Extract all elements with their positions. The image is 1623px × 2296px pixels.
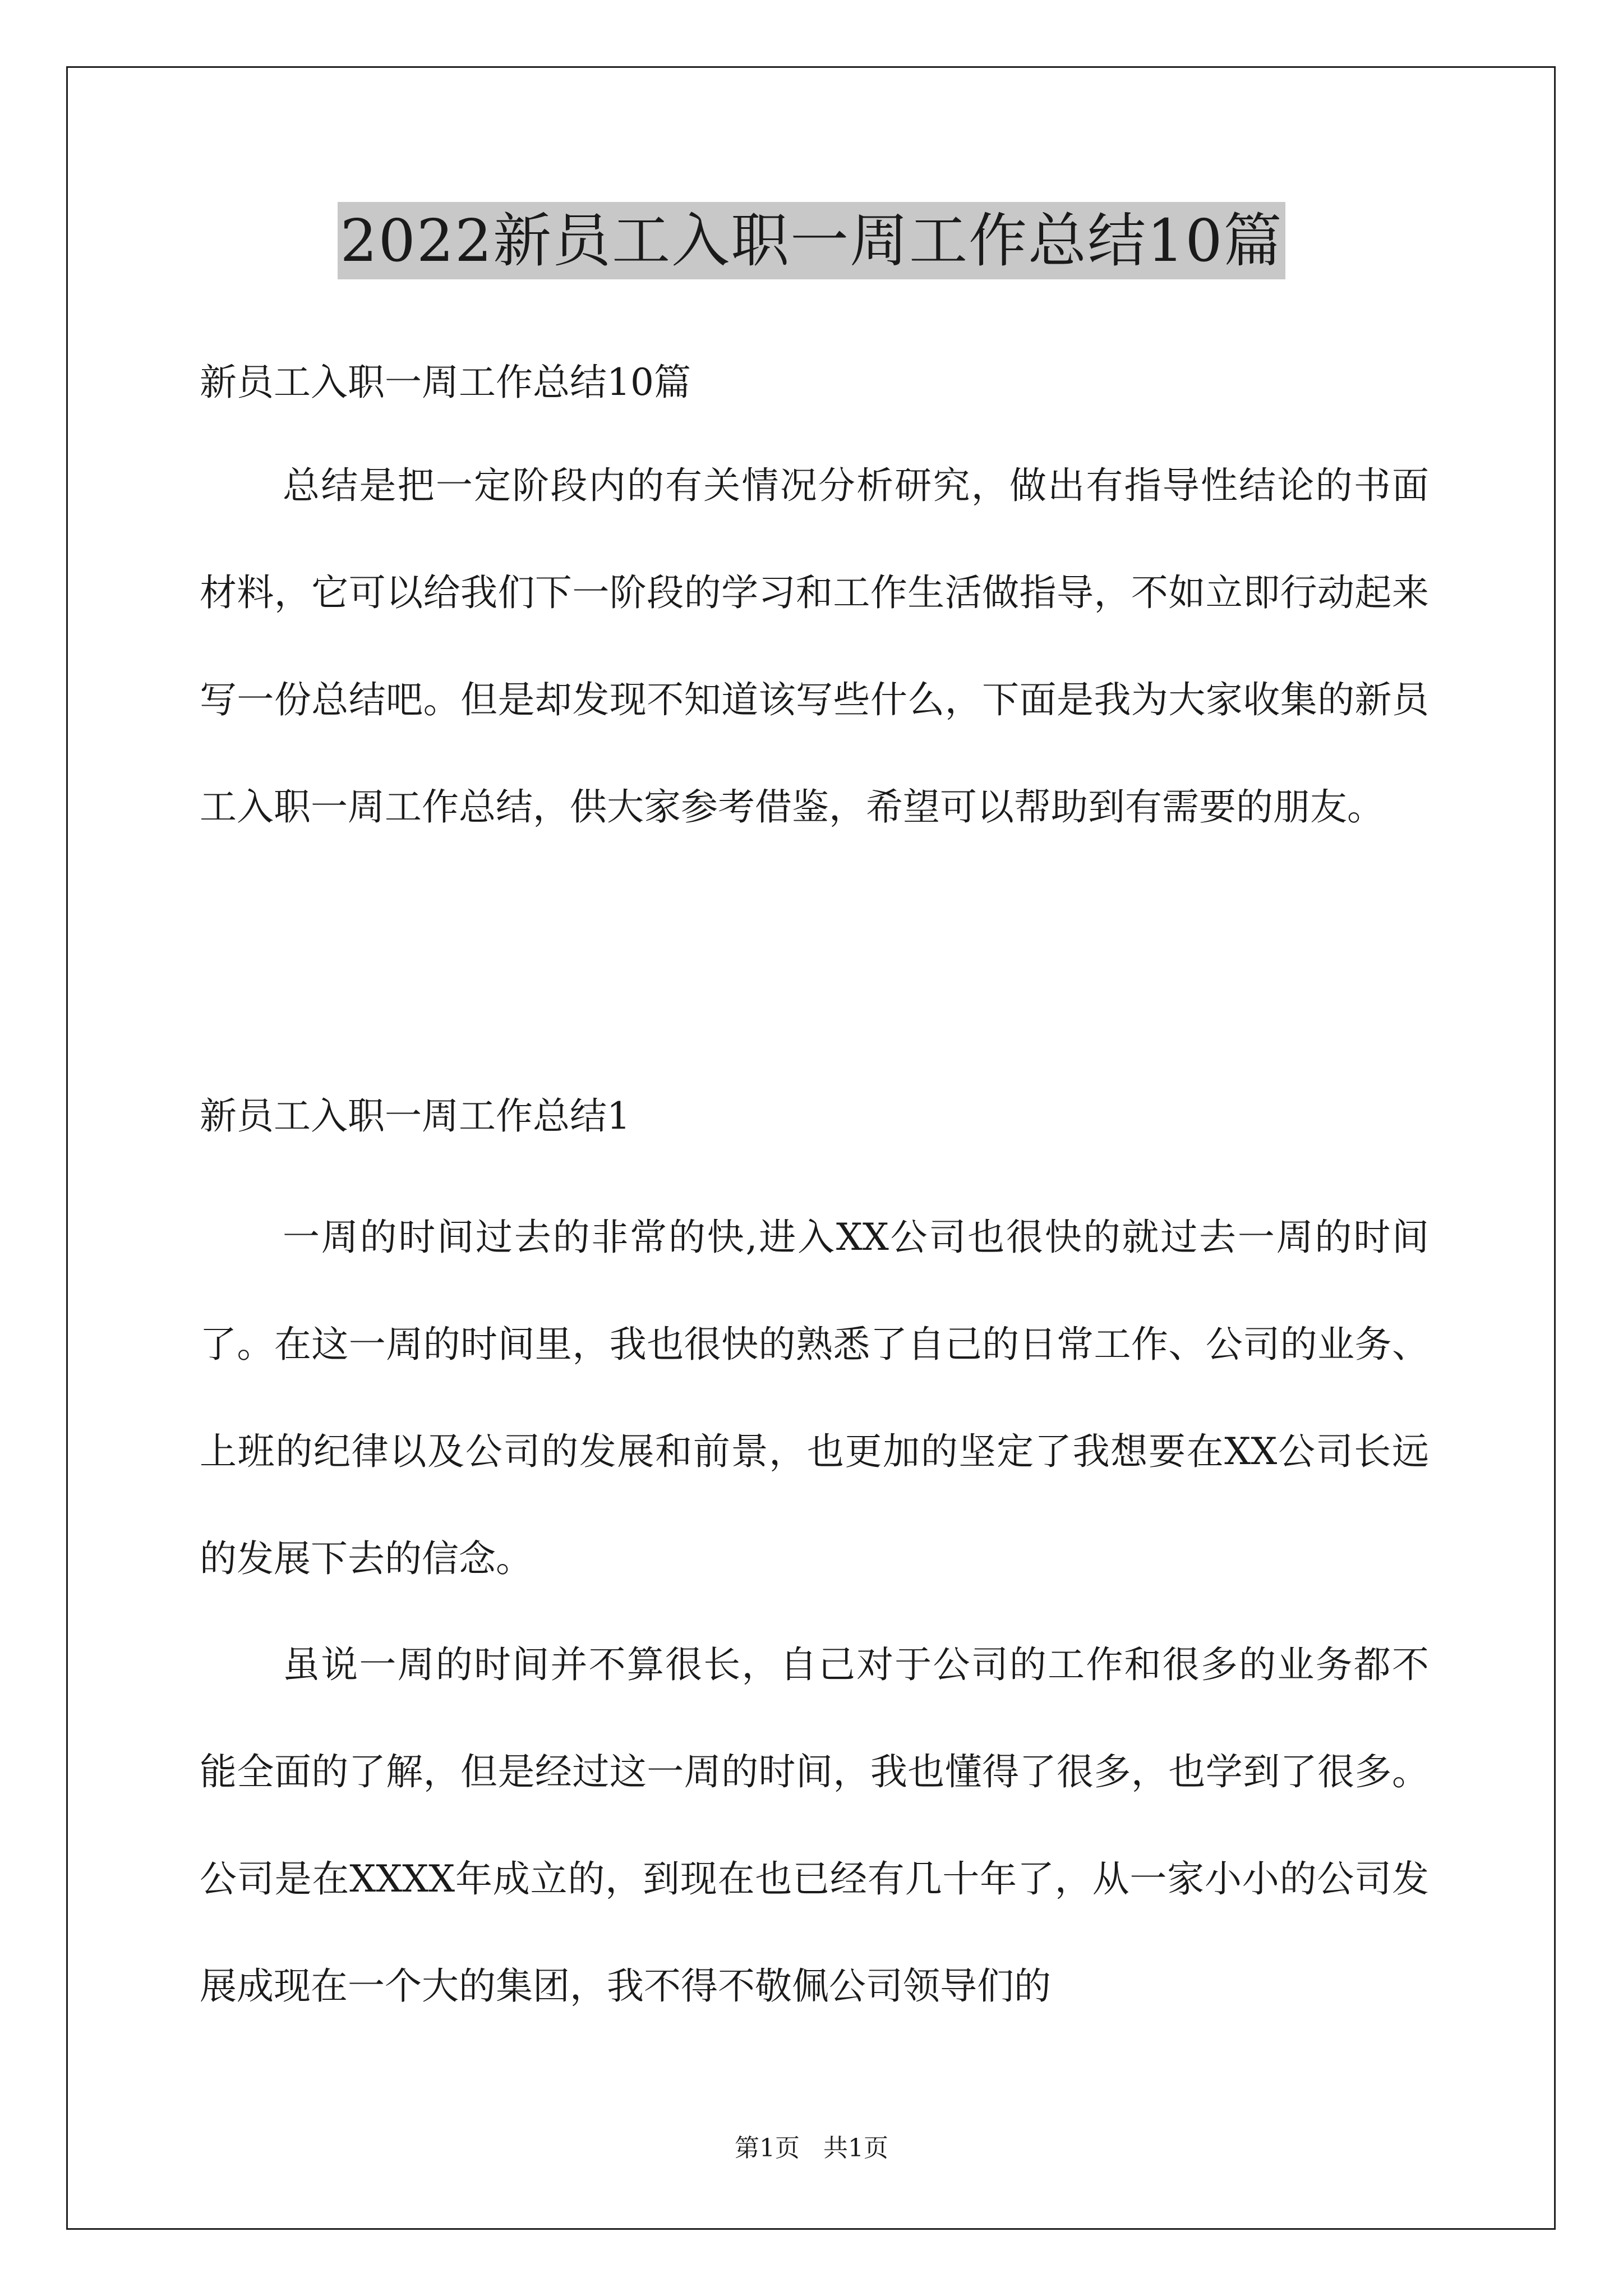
title-container bbox=[0, 202, 1623, 279]
document-title: 2022新员工入职一周工作总结10篇 bbox=[338, 202, 1285, 279]
section-heading: 新员工入职一周工作总结1 bbox=[200, 1094, 630, 1138]
section-paragraph-1: 一周的时间过去的非常的快,进入XX公司也很快的就过去一周的时间了。在这一周的时间里，我也很快的熟悉了自己的日常工作、公司的业务、上班的纪律以及公司的发展和前景，也更加的坚定了我想要在XX公司长远的发展下去的信念。 bbox=[200, 1216, 1429, 1580]
intro-paragraph: 总结是把一定阶段内的有关情况分析研究，做出有指导性结论的书面材料，它可以给我们下一阶段的学习和工作生活做指导，不如立即行动起来写一份总结吧。但是却发现不知道该写些什么，下面是我为大家收集的新员工入职一周工作总结，供大家参考借鉴，希望可以帮助到有需要的朋友。 bbox=[200, 464, 1429, 829]
section-paragraph-2: 虽说一周的时间并不算很长，自己对于公司的工作和很多的业务都不能全面的了解，但是经过这一周的时间，我也懂得了很多，也学到了很多。公司是在XXXX年成立的，到现在也已经有几十年了，从一家小小的公司发展成现在一个大的集团，我不得不敬佩公司领导们的 bbox=[200, 1643, 1429, 2008]
document-subtitle: 新员工入职一周工作总结10篇 bbox=[200, 361, 691, 404]
page-footer: 第1页 共1页 bbox=[735, 2134, 888, 2162]
